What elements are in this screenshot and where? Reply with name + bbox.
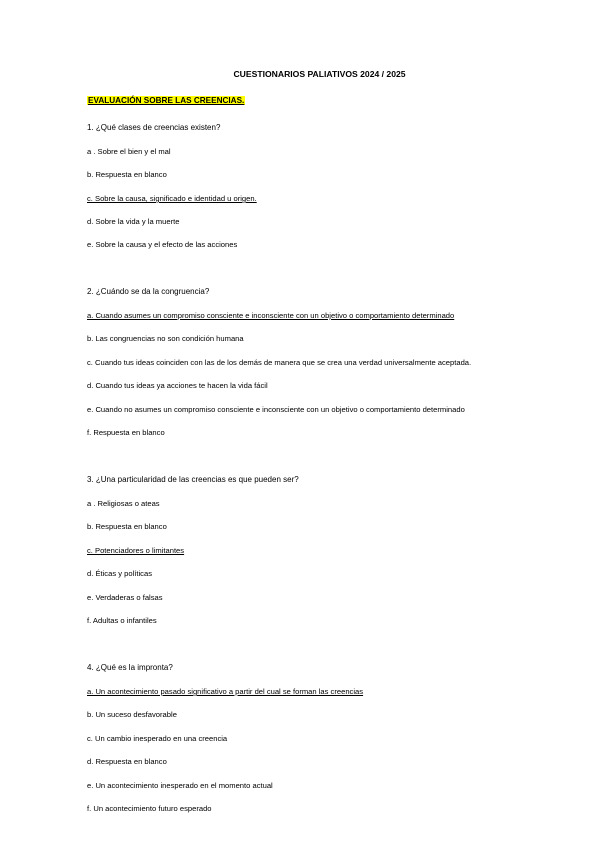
q1-option-d: d. Sobre la vida y la muerte [87, 217, 180, 226]
q2-option-b: b. Las congruencias no son condición humana [87, 334, 244, 343]
q1-option-a: a . Sobre el bien y el mal [87, 147, 171, 156]
q2-option-e: e. Cuando no asumes un compromiso consciente e inconsciente con un objetivo o comportamiento determinado [87, 405, 465, 414]
q2-option-a-correct: a. Cuando asumes un compromiso consciente e inconsciente con un objetivo o comportamiento determinado [87, 311, 455, 320]
q1-option-b: b. Respuesta en blanco [87, 170, 167, 179]
q4-option-f: f. Un acontecimiento futuro esperado [87, 804, 212, 813]
q3-option-f: f. Adultas o infantiles [87, 616, 157, 625]
q2-option-c: c. Cuando tus ideas coinciden con las de los demás de manera que se crea una verdad universalmente aceptada. [87, 358, 472, 367]
q3-option-a: a . Religiosas o ateas [87, 499, 160, 508]
q3-option-e: e. Verdaderas o falsas [87, 593, 163, 602]
question-4: 4. ¿Qué es la impronta? [87, 663, 173, 672]
question-1: 1. ¿Qué clases de creencias existen? [87, 123, 221, 132]
question-2: 2. ¿Cuándo se da la congruencia? [87, 287, 210, 296]
q4-option-d: d. Respuesta en blanco [87, 757, 167, 766]
q2-option-d: d. Cuando tus ideas ya acciones te hacen la vida fácil [87, 381, 268, 390]
q1-option-e: e. Sobre la causa y el efecto de las acciones [87, 240, 238, 249]
q4-option-b: b. Un suceso desfavorable [87, 710, 177, 719]
document-title: CUESTIONARIOS PALIATIVOS 2024 / 2025 [233, 69, 406, 79]
section-heading: EVALUACIÓN SOBRE LAS CREENCIAS. [88, 96, 245, 105]
q3-option-c-correct: c. Potenciadores o limitantes [87, 546, 185, 555]
question-3: 3. ¿Una particularidad de las creencias es que pueden ser? [87, 475, 299, 484]
q4-option-c: c. Un cambio inesperado en una creencia [87, 734, 228, 743]
q2-option-f: f. Respuesta en blanco [87, 428, 165, 437]
q1-option-c-correct: c. Sobre la causa, significado e identidad u origen. [87, 194, 257, 203]
q3-option-b: b. Respuesta en blanco [87, 522, 167, 531]
q3-option-d: d. Éticas y políticas [87, 569, 152, 578]
q4-option-e: e. Un acontecimiento inesperado en el momento actual [87, 781, 273, 790]
q4-option-a-correct: a. Un acontecimiento pasado significativo a partir del cual se forman las creencias [87, 687, 364, 696]
